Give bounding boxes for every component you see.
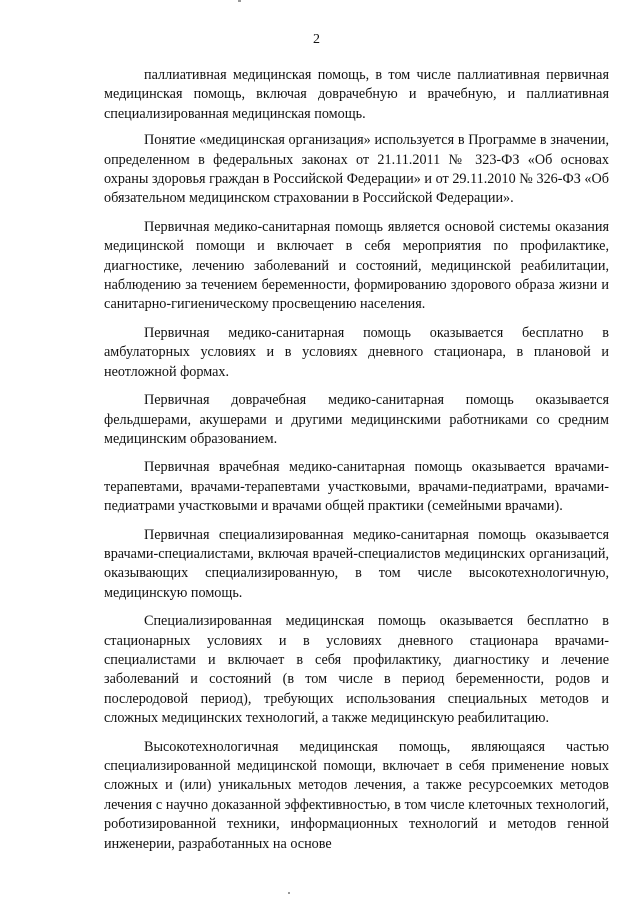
scan-speck [238, 0, 241, 2]
paragraph-high-tech-care: Высокотехнологичная медицинская помощь, являющаяся частью специализированной медицинской помощи, включает в себя применение новых сложных и (или) уникальных методов лечения, а также ресурсоемких методов лечения с научно доказанной эффективностью, в том числе клеточных технологий, роботизированной техники, информационных технологий и методов генной инженерии, разработанных на основе [104, 738, 609, 852]
paragraph-primary-care-basis: Первичная медико-санитарная помощь является основой системы оказания медицинской помощи и включает в себя мероприятия по профилактике, диагностике, лечению заболеваний и состояний, медицинской реабилитации, наблюдению за течением беременности, формированию здорового образа жизни и санитарно-гигиеническому просвещению населения. [104, 218, 609, 313]
page-number: 2 [313, 32, 320, 47]
paragraph-primary-care-free: Первичная медико-санитарная помощь оказывается бесплатно в амбулаторных условиях и в условиях дневного стационара, в плановой и неотложной формах. [104, 324, 609, 380]
paragraph-primary-pre-doctor-care: Первичная доврачебная медико-санитарная помощь оказывается фельдшерами, акушерами и другими медицинскими работниками со средним медицинским образованием. [104, 392, 609, 447]
paragraph-specialized-care: Специализированная медицинская помощь оказывается бесплатно в стационарных условиях и в условиях дневного стационара врачами-специалистами и включает в себя профилактику, диагностику и лечение заболеваний и состояний (в том числе в период беременности, родов и послеродовой период), требующих использования специальных методов и сложных медицинских технологий, а также медицинскую реабилитацию. [104, 613, 609, 727]
paragraph-primary-doctor-care: Первичная врачебная медико-санитарная помощь оказывается врачами-терапевтами, врачами-терапевтами участковыми, врачами-педиатрами, врачами-педиатрами участковыми и врачами общей практики (семейными врачами). [104, 459, 609, 515]
paragraph-primary-specialized-care: Первичная специализированная медико-санитарная помощь оказывается врачами-специалистами, включая врачей-специалистов медицинских организаций, оказывающих специализированную, в том числе высокотехнологичную, медицинскую помощь. [104, 526, 609, 601]
document-body [104, 66, 609, 854]
scan-speck [288, 892, 290, 894]
paragraph-palliative-care: паллиативная медицинская помощь, в том числе паллиативная первичная медицинская помощь, включая доврачебную и врачебную, и паллиативная специализированная медицинская помощь. [104, 67, 609, 122]
paragraph-medical-organization-definition: Понятие «медицинская организация» используется в Программе в значении, определенном в федеральных законах от 21.11.2011 № 323-ФЗ «Об основах охраны здоровья граждан в Российской Федерации» и от 29.11.2010 № 326-ФЗ «Об обязательном медицинском страховании в Российской Федерации». [104, 132, 609, 207]
